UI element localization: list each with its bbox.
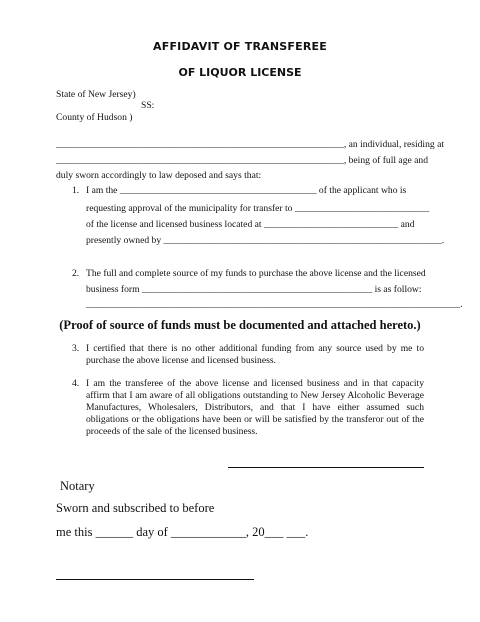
proof-of-funds-note: (Proof of source of funds must be documented and attached hereto.) xyxy=(59,318,421,332)
item-2-line-3: ______________________________________________________________________________. xyxy=(86,299,463,310)
item-1-line-4: presently owned by __________________________________________________________. xyxy=(86,235,445,246)
venue-county: County of Hudson ) xyxy=(56,112,133,123)
sworn-date-line: me this ______ day of ____________, 20___ ___. xyxy=(56,525,309,539)
notary-label: Notary xyxy=(60,479,95,493)
item-2-number: 2. xyxy=(72,268,80,279)
item-3-text: I certified that there is no other additional funding from any source used by me to purchase the above license and licensed business. xyxy=(86,343,424,366)
intro-line-1: ____________________________________________________________, an individual, residing at xyxy=(56,139,444,150)
venue-ss: SS: xyxy=(141,100,155,111)
item-2-line-1: The full and complete source of my funds to purchase the above license and the licensed xyxy=(86,268,426,279)
item-1-line-1: I am the _________________________________________ of the applicant who is xyxy=(86,185,407,196)
item-3-number: 3. xyxy=(72,343,80,354)
item-2-line-2: business form ________________________________________________ is as follow: xyxy=(86,284,422,295)
affiant-signature-line xyxy=(228,467,424,468)
item-4-number: 4. xyxy=(72,378,80,389)
item-4-text: I am the transferee of the above license and licensed business and in that capacity affirm that I am aware of all obligations outstanding to New Jersey Alcoholic Beverage Manufactures, Wholesalers, Distributors, and that I have either assumed such obligations or the obligations have been or will be satisfied by the transferor out of the proceeds of the sale of the licensed business. xyxy=(86,378,424,437)
item-1-line-3: of the license and licensed business located at ____________________________ and xyxy=(86,219,415,230)
venue-state: State of New Jersey) xyxy=(56,89,136,100)
document-title: AFFIDAVIT OF TRANSFEREE xyxy=(153,40,327,53)
item-1-number: 1. xyxy=(72,185,80,196)
notary-signature-line xyxy=(56,579,254,580)
item-1-line-2: requesting approval of the municipality for transfer to ____________________________ xyxy=(86,203,430,214)
document-subtitle: OF LIQUOR LICENSE xyxy=(178,66,302,79)
intro-line-3: duly sworn accordingly to law deposed and says that: xyxy=(56,170,262,181)
intro-line-2: ____________________________________________________________, being of full age and xyxy=(56,155,428,166)
sworn-statement: Sworn and subscribed to before xyxy=(56,501,215,515)
